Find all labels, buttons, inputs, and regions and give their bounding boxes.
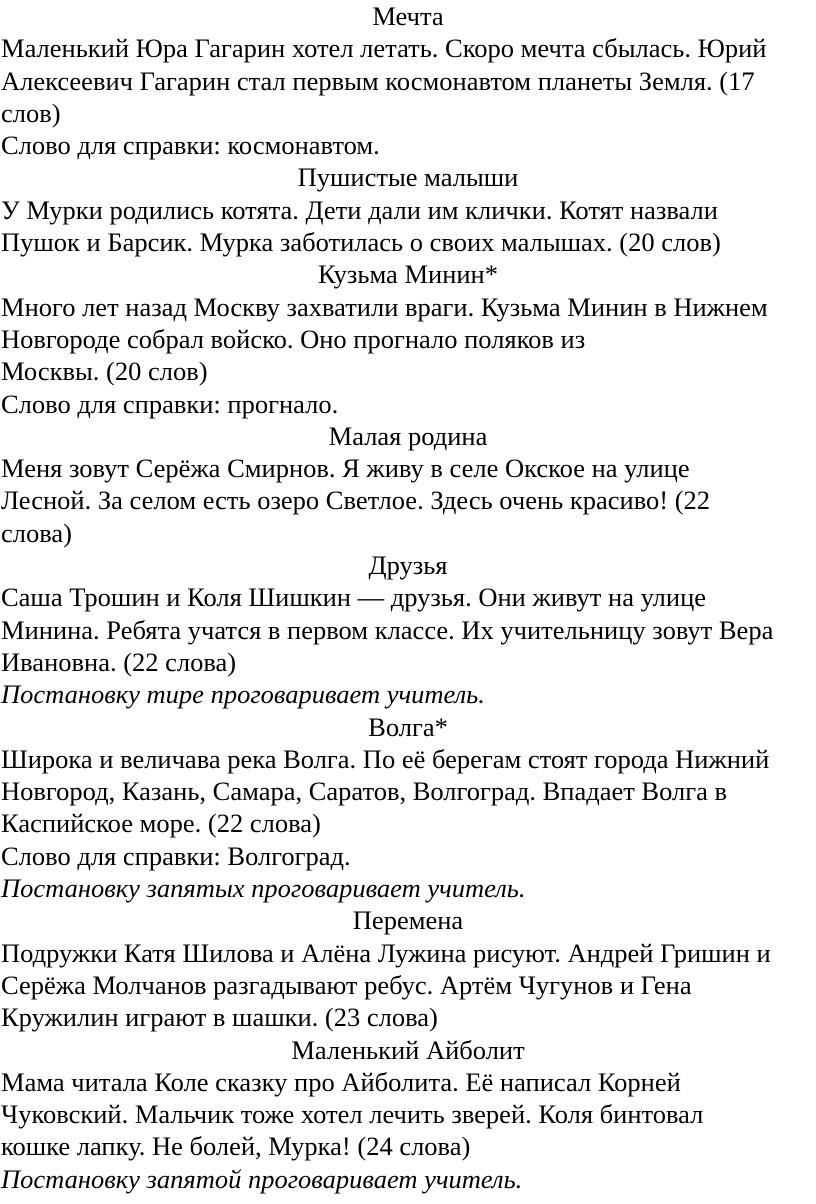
story-text-line: Кружилин играют в шашки. (23 слова) xyxy=(1,1002,438,1033)
story-section xyxy=(0,0,816,161)
story-text-line: Мама читала Коле сказку про Айболита. Её написал Корней xyxy=(1,1066,681,1097)
story-text-line: Слово для справки: Волгоград. xyxy=(1,840,351,871)
story-text-line: Лесной. За селом есть озеро Светлое. Здесь очень красиво! (22 xyxy=(1,485,711,516)
teacher-note: Постановку тире проговаривает учитель. xyxy=(1,679,485,710)
story-text-line: Серёжа Молчанов разгадывают ребус. Артём Чугунов и Гена xyxy=(1,969,692,1000)
story-text-line: слов) xyxy=(1,97,61,128)
teacher-note: Постановку запятых проговаривает учитель. xyxy=(1,873,526,904)
story-title: Волга* xyxy=(368,711,448,742)
story-text-line: Меня зовут Серёжа Смирнов. Я живу в селе Окское на улице xyxy=(1,453,690,484)
story-title: Малая родина xyxy=(328,420,488,451)
story-text-line: Чуковский. Мальчик тоже хотел лечить зверей. Коля бинтовал xyxy=(1,1099,704,1130)
story-text-line: кошке лапку. Не болей, Мурка! (24 слова) xyxy=(1,1131,471,1162)
story-title: Друзья xyxy=(368,550,448,581)
story-title: Мечта xyxy=(372,1,444,31)
story-text-line: Саша Трошин и Коля Шишкин — друзья. Они живут на улице xyxy=(1,582,707,613)
story-text-line: Слово для справки: космонавтом. xyxy=(1,130,380,161)
story-text-line: Новгороде собрал войско. Оно прогнало поляков из xyxy=(1,323,586,354)
story-text-line: Маленький Юра Гагарин хотел летать. Скоро мечта сбылась. Юрий xyxy=(1,33,767,64)
story-text-line: слова) xyxy=(1,517,72,548)
story-section xyxy=(0,258,816,419)
story-text-line: Подружки Катя Шилова и Алёна Лужина рисуют. Андрей Гришин и xyxy=(1,937,771,968)
story-section xyxy=(0,904,816,1033)
story-section xyxy=(0,711,816,905)
story-text-line: Минина. Ребята учатся в первом классе. Их учительницу зовут Вера xyxy=(1,614,774,645)
story-text-line: Каспийское море. (22 слова) xyxy=(1,808,321,839)
story-text-line: Новгород, Казань, Самара, Саратов, Волгоград. Впадает Волга в xyxy=(1,776,727,807)
story-title: Маленький Айболит xyxy=(291,1034,525,1065)
story-text-line: Москвы. (20 слов) xyxy=(1,356,208,387)
story-text-line: У Мурки родились котята. Дети дали им клички. Котят назвали xyxy=(1,194,718,225)
story-section xyxy=(0,1034,816,1195)
story-text-line: Широка и величава река Волга. По её берегам стоят города Нижний xyxy=(1,743,770,774)
story-text-line: Слово для справки: прогнало. xyxy=(1,388,339,419)
story-title: Кузьма Минин* xyxy=(317,259,498,290)
story-text-line: Много лет назад Москву захватили враги. Кузьма Минин в Нижнем xyxy=(1,291,768,322)
story-text-line: Пушок и Барсик. Мурка заботилась о своих малышах. (20 слов) xyxy=(1,227,721,258)
teacher-note: Постановку запятой проговаривает учитель. xyxy=(1,1163,523,1194)
story-title: Пушистые малыши xyxy=(297,162,519,193)
story-text-line: Алексеевич Гагарин стал первым космонавтом планеты Земля. (17 xyxy=(1,65,755,96)
story-section xyxy=(0,420,816,549)
story-text-line: Ивановна. (22 слова) xyxy=(1,646,237,677)
story-section xyxy=(0,549,816,710)
story-title: Перемена xyxy=(352,905,464,936)
story-section xyxy=(0,161,816,258)
